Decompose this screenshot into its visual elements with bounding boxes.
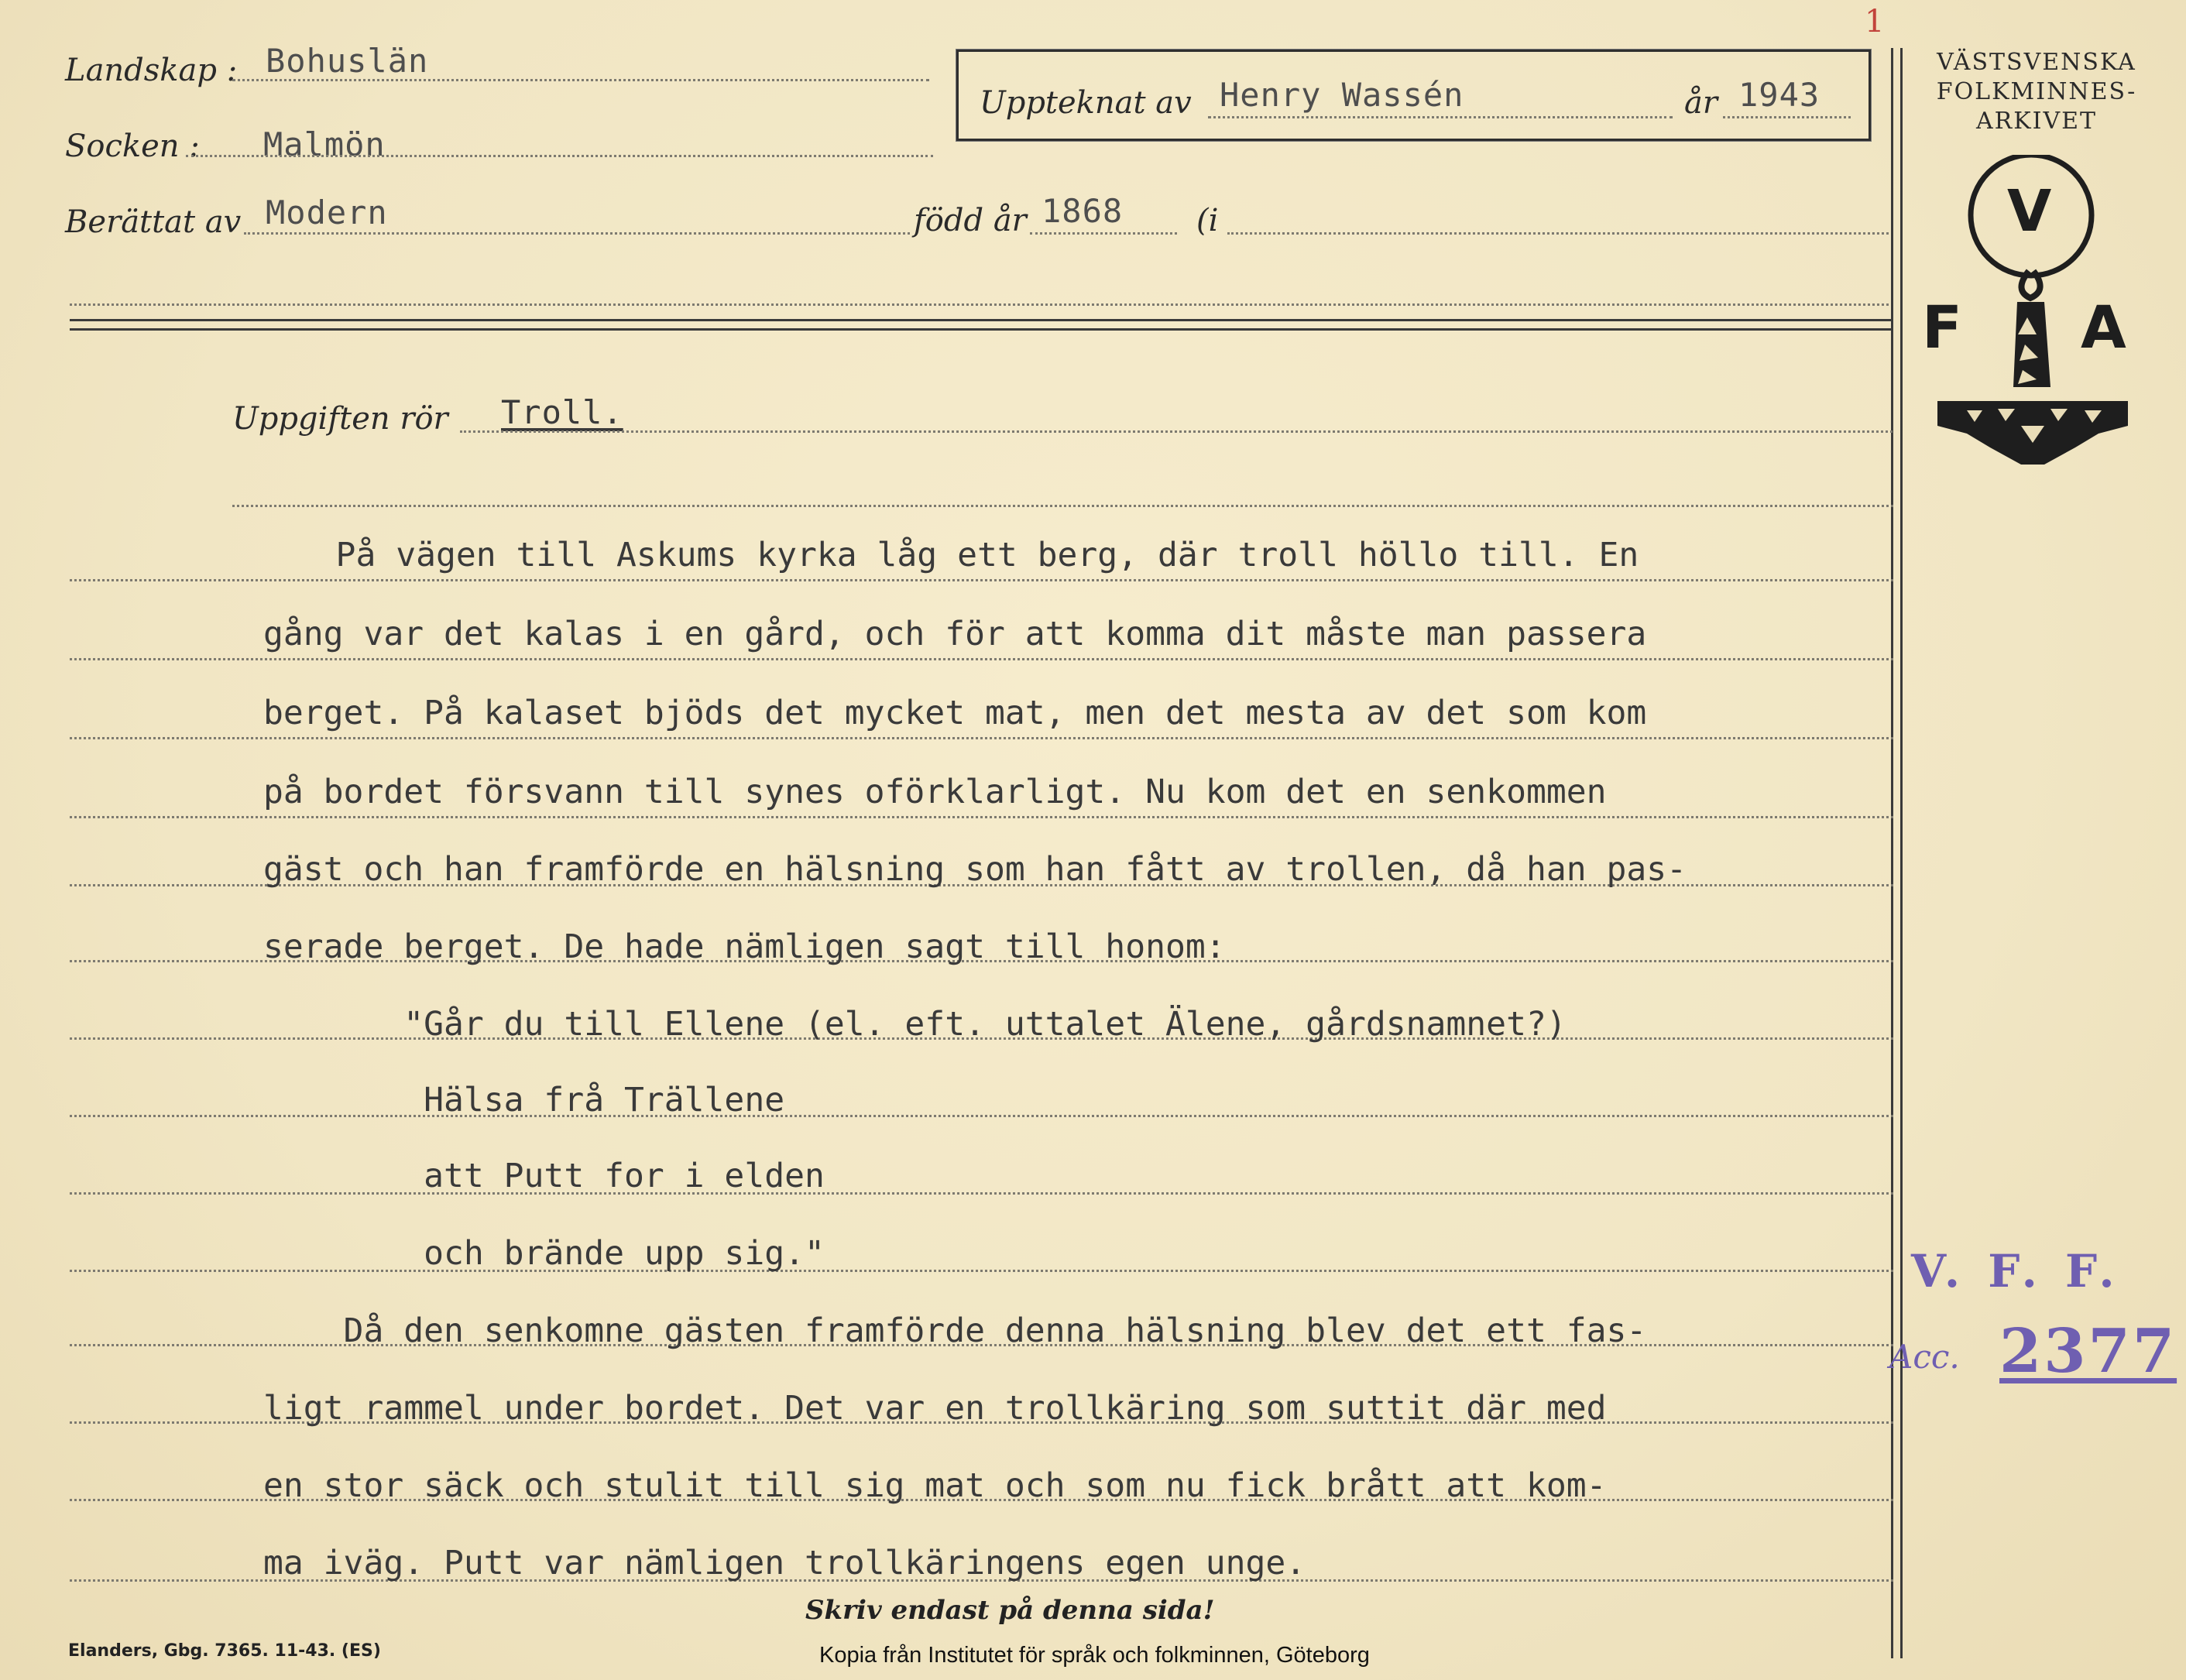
header-rule-bottom bbox=[70, 328, 1893, 331]
accession-prefix: Acc. bbox=[1889, 1338, 1960, 1376]
ar-value: 1943 bbox=[1738, 76, 1821, 114]
birthplace-paren: (i bbox=[1196, 203, 1219, 238]
story-line: "Går du till Ellene (el. eft. uttalet Älene, gårdsnamnet?) bbox=[263, 1005, 1567, 1044]
berattat-label: Berättat av bbox=[65, 204, 242, 240]
printer-note: Elanders, Gbg. 7365. 11-43. (ES) bbox=[68, 1641, 381, 1661]
header-rule-top bbox=[70, 319, 1893, 321]
socken-value: Malmön bbox=[263, 125, 386, 163]
accession-number: 2377 bbox=[1999, 1316, 2177, 1387]
story-line: gång var det kalas i en gård, och för att komma dit måste man passera bbox=[263, 615, 1647, 653]
archive-stamp-line: V. F. F. bbox=[1911, 1245, 2121, 1298]
instruction-text: Skriv endast på denna sida! bbox=[805, 1595, 1215, 1626]
socken-label: Socken : bbox=[65, 129, 200, 164]
story-line: serade berget. De hade nämligen sagt till honom: bbox=[263, 927, 1226, 966]
story-line: ma iväg. Putt var nämligen trollkäringens egen unge. bbox=[263, 1544, 1306, 1582]
story-line: Då den senkomne gästen framförde denna hälsning blev det ett fas- bbox=[263, 1311, 1647, 1350]
story-line: Hälsa frå Trällene bbox=[263, 1081, 785, 1119]
story-line: en stor säck och stulit till sig mat och som nu fick brått att kom- bbox=[263, 1466, 1607, 1505]
margin-rule-right bbox=[1900, 48, 1903, 1658]
story-line: På vägen till Askums kyrka låg ett berg, där troll höllo till. En bbox=[256, 536, 1639, 574]
ar-label: år bbox=[1684, 85, 1718, 121]
logo-letter-f: F bbox=[1922, 293, 1962, 362]
uppt-label: Uppteknat av bbox=[980, 85, 1192, 121]
margin-rule-left bbox=[1891, 48, 1893, 1658]
logo-letter-a: A bbox=[2081, 293, 2126, 362]
story-line: gäst och han framförde en hälsning som han fått av trollen, då han pas- bbox=[263, 850, 1687, 889]
logo-letter-v: V bbox=[2007, 178, 2052, 245]
story-line: och brände upp sig." bbox=[263, 1234, 825, 1273]
fodd-label: född år bbox=[914, 203, 1027, 238]
page-number-mark: 1 bbox=[1865, 4, 1885, 39]
story-line: ligt rammel under bordet. Det var en trollkäring som suttit där med bbox=[263, 1389, 1607, 1428]
landskap-label: Landskap : bbox=[65, 53, 238, 88]
landskap-value: Bohuslän bbox=[266, 42, 429, 80]
subject-value: Troll. bbox=[501, 393, 623, 431]
story-line: på bordet försvann till synes oförklarligt. Nu kom det en senkommen bbox=[263, 773, 1607, 811]
archive-name: VÄSTSVENSKA FOLKMINNES- ARKIVET bbox=[1936, 49, 2137, 135]
berattat-value: Modern bbox=[266, 194, 388, 231]
copy-note: Kopia från Institutet för språk och folkminnen, Göteborg bbox=[819, 1643, 1370, 1668]
story-line: berget. På kalaset bjöds det mycket mat, men det mesta av det som kom bbox=[263, 694, 1647, 732]
story-line: att Putt for i elden bbox=[263, 1157, 825, 1195]
subject-label: Uppgiften rör bbox=[232, 401, 448, 437]
uppt-value: Henry Wassén bbox=[1220, 76, 1464, 114]
fodd-value: 1868 bbox=[1042, 192, 1124, 230]
